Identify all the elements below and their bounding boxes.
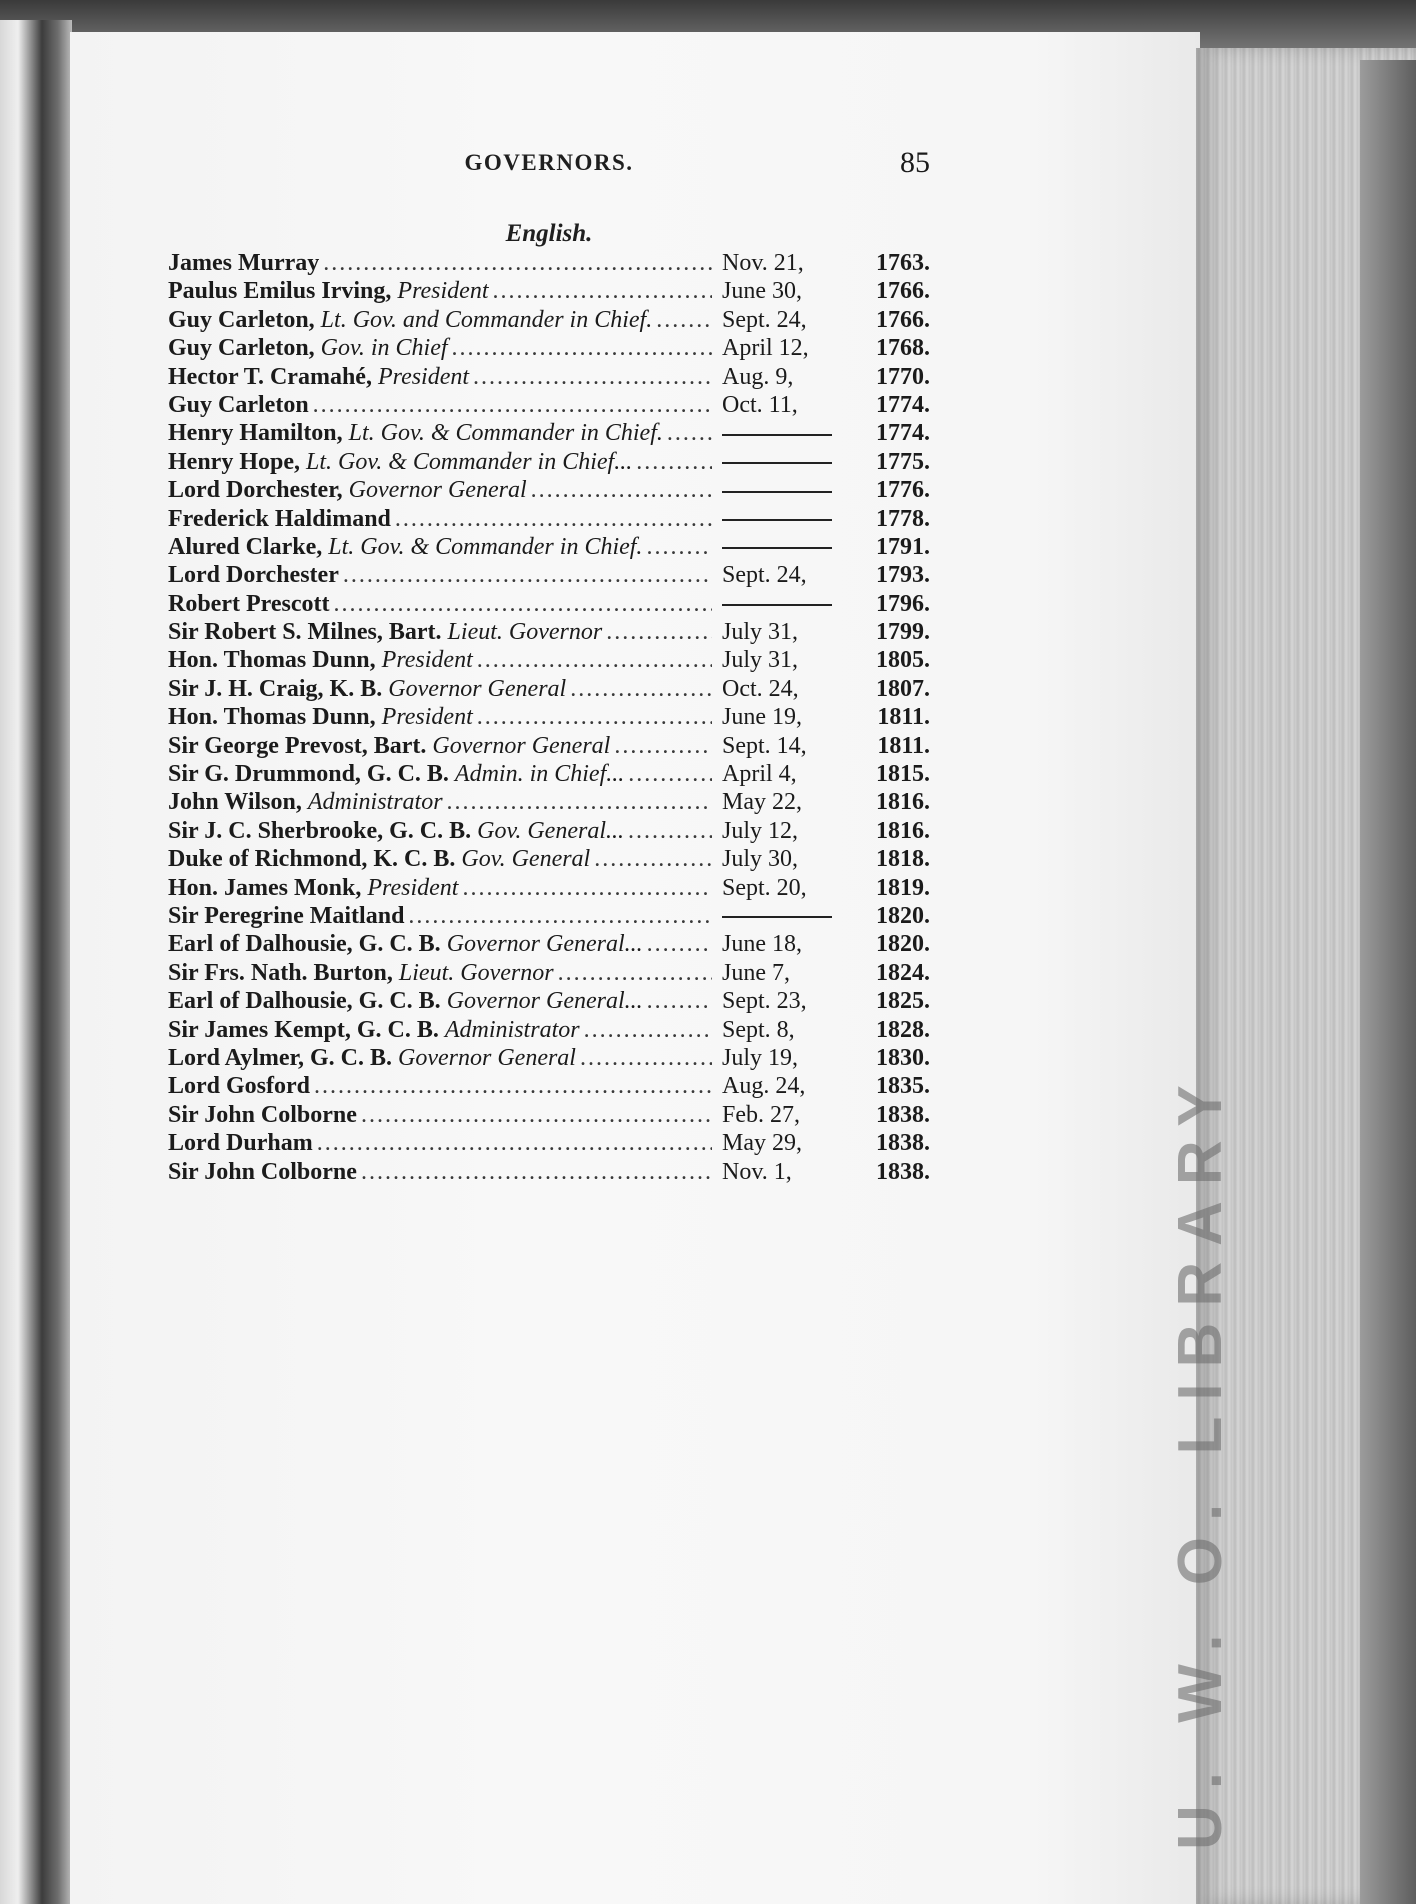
appointment-year: 1820. [876, 931, 930, 958]
date-dash [722, 491, 832, 493]
appointment-date: Aug. 24, [722, 1073, 806, 1100]
dot-leader [656, 306, 712, 334]
list-item [168, 1101, 930, 1129]
dot-leader [558, 959, 712, 987]
date-dash [722, 547, 832, 549]
dot-leader [395, 505, 712, 533]
governor-title: Governor General... [446, 988, 643, 1015]
entry-name-cell [168, 874, 718, 902]
dot-leader [343, 561, 712, 589]
governor-name: Sir J. H. Craig, K. B. [168, 675, 383, 702]
entry-name-cell [168, 817, 718, 845]
dot-leader [667, 419, 712, 447]
appointment-year: 1770. [876, 363, 930, 390]
appointment-date: June 7, [722, 959, 790, 986]
appointment-date [718, 419, 850, 447]
appointment-date: Nov. 1, [722, 1158, 792, 1185]
appointment-date: July 12, [722, 817, 799, 844]
appointment-year: 1820. [876, 902, 930, 929]
governor-name: Lord Gosford [168, 1073, 311, 1100]
list-item [168, 874, 930, 902]
appointment-date: July 31, [722, 647, 799, 674]
governor-title: Lieut. Governor [398, 959, 554, 986]
list-item [168, 476, 930, 504]
dot-leader [473, 363, 712, 391]
list-item [168, 618, 930, 646]
entry-name-cell [168, 334, 718, 362]
dot-leader [647, 930, 712, 958]
entry-name-cell [168, 845, 718, 873]
list-item [168, 277, 930, 305]
governor-name: Henry Hamilton, [168, 420, 343, 447]
entry-name-cell [168, 277, 718, 305]
entry-name-cell [168, 788, 718, 816]
entry-name-cell [168, 703, 718, 731]
governor-name: Hector T. Cramahé, [168, 363, 372, 390]
appointment-year: 1791. [876, 533, 930, 560]
entry-name-cell [168, 306, 718, 334]
governor-title: Lt. Gov. and Commander in Chief. [320, 306, 653, 333]
appointment-date: Sept. 20, [722, 874, 807, 901]
list-item [168, 732, 930, 760]
running-head [168, 146, 930, 182]
appointment-year: 1774. [876, 391, 930, 418]
governor-title: Governor General [388, 675, 567, 702]
list-item [168, 675, 930, 703]
appointment-date: June 18, [722, 931, 802, 958]
date-dash [722, 604, 832, 606]
appointment-date: Sept. 24, [722, 562, 807, 589]
appointment-date [718, 448, 850, 476]
entry-name-cell [168, 760, 718, 788]
appointment-date: Sept. 8, [722, 1016, 795, 1043]
governor-name: Sir John Colborne [168, 1101, 357, 1128]
appointment-date: July 31, [722, 619, 799, 646]
governor-name: Hon. Thomas Dunn, [168, 704, 376, 731]
list-item [168, 533, 930, 561]
book-cover-edge [1360, 60, 1416, 1904]
entry-name-cell [168, 1044, 718, 1072]
appointment-year: 1766. [876, 306, 930, 333]
dot-leader [314, 1072, 712, 1100]
entry-name-cell [168, 590, 718, 618]
governor-name: Guy Carleton, [168, 306, 315, 333]
list-item [168, 959, 930, 987]
entry-name-cell [168, 618, 718, 646]
appointment-date: May 29, [722, 1130, 802, 1157]
governor-title: Lt. Gov. & Commander in Chief. [348, 420, 663, 447]
governor-title: Gov. General [461, 846, 591, 873]
appointment-year: 1838. [876, 1130, 930, 1157]
appointment-date: Feb. 27, [722, 1101, 800, 1128]
dot-leader [323, 249, 712, 277]
dot-leader [580, 1044, 712, 1072]
dot-leader [447, 788, 712, 816]
list-item [168, 448, 930, 476]
entry-name-cell [168, 930, 718, 958]
entry-name-cell [168, 1129, 718, 1157]
entry-name-cell [168, 1158, 718, 1186]
entry-name-cell [168, 505, 718, 533]
entry-name-cell [168, 448, 718, 476]
list-item [168, 788, 930, 816]
dot-leader [606, 618, 712, 646]
governor-title: President [397, 278, 489, 305]
appointment-year: 1838. [876, 1101, 930, 1128]
governor-title: Lt. Gov. & Commander in Chief. [328, 533, 643, 560]
appointment-year: 1774. [876, 420, 930, 447]
entry-name-cell [168, 732, 718, 760]
appointment-date [718, 590, 850, 618]
list-item [168, 1072, 930, 1100]
appointment-date: July 19, [722, 1044, 799, 1071]
list-item [168, 391, 930, 419]
dot-leader [493, 277, 713, 305]
dot-leader [408, 902, 712, 930]
governor-name: Sir George Prevost, Bart. [168, 732, 427, 759]
governor-name: Alured Clarke, [168, 533, 323, 560]
dot-leader [636, 448, 712, 476]
governor-title: President [381, 704, 473, 731]
governor-name: Earl of Dalhousie, G. C. B. [168, 931, 441, 958]
governor-title: Gov. General... [477, 817, 624, 844]
list-item [168, 306, 930, 334]
appointment-year: 1815. [876, 761, 930, 788]
entry-name-cell [168, 1101, 718, 1129]
dot-leader [594, 845, 712, 873]
entry-name-cell [168, 419, 718, 447]
governor-name: Henry Hope, [168, 448, 300, 475]
governor-name: Duke of Richmond, K. C. B. [168, 846, 456, 873]
dot-leader [628, 760, 712, 788]
appointment-year: 1766. [876, 278, 930, 305]
list-item [168, 249, 930, 277]
running-title: GOVERNORS. [464, 150, 634, 175]
governor-name: Lord Aylmer, G. C. B. [168, 1044, 393, 1071]
governor-name: Robert Prescott [168, 590, 330, 617]
dot-leader [361, 1158, 712, 1186]
appointment-year: 1776. [876, 477, 930, 504]
entry-name-cell [168, 902, 718, 930]
governor-name: Lord Durham [168, 1130, 313, 1157]
appointment-year: 1796. [876, 590, 930, 617]
list-item [168, 334, 930, 362]
entry-name-cell [168, 959, 718, 987]
governor-name: James Murray [168, 250, 320, 276]
list-item [168, 987, 930, 1015]
entry-name-cell [168, 391, 718, 419]
governor-title: Lt. Gov. & Commander in Chief... [306, 448, 633, 475]
governor-title: President [377, 363, 470, 390]
appointment-date: July 30, [722, 846, 799, 873]
governor-name: Sir Robert S. Milnes, Bart. [168, 619, 442, 646]
book-gutter [0, 20, 72, 1904]
entry-name-cell [168, 561, 718, 589]
dot-leader [452, 334, 712, 362]
dot-leader [477, 703, 712, 731]
appointment-year: 1816. [876, 789, 930, 816]
date-dash [722, 434, 832, 436]
entry-name-cell [168, 1072, 718, 1100]
governor-name: John Wilson, [168, 789, 302, 816]
governor-name: Sir Peregrine Maitland [168, 902, 405, 929]
appointment-date: April 12, [722, 335, 809, 362]
appointment-date: Sept. 14, [722, 732, 807, 759]
governor-name: Paulus Emilus Irving, [168, 278, 392, 305]
governor-title: President [367, 874, 459, 901]
appointment-year: 1824. [876, 959, 930, 986]
section-title: English. [505, 220, 593, 247]
appointment-date [718, 533, 850, 561]
appointment-date: June 19, [722, 704, 802, 731]
governor-name: Hon. Thomas Dunn, [168, 647, 376, 674]
list-item [168, 1044, 930, 1072]
appointment-year: 1811. [877, 732, 930, 759]
list-item [168, 902, 930, 930]
dot-leader [647, 987, 712, 1015]
appointment-date: Oct. 11, [722, 391, 798, 418]
date-dash [722, 462, 832, 464]
appointment-date: Aug. 9, [722, 363, 794, 390]
governor-name: Earl of Dalhousie, G. C. B. [168, 988, 441, 1015]
governor-title: Admin. in Chief... [454, 761, 625, 788]
appointment-year: 1805. [876, 647, 930, 674]
appointment-year: 1775. [876, 448, 930, 475]
governor-name: Lord Dorchester [168, 562, 339, 589]
entry-name-cell [168, 1016, 718, 1044]
dot-leader [628, 817, 712, 845]
list-item [168, 845, 930, 873]
list-item [168, 817, 930, 845]
appointment-year: 1828. [876, 1016, 930, 1043]
dot-leader [531, 476, 712, 504]
appointment-year: 1763. [876, 250, 930, 276]
appointment-year: 1818. [876, 846, 930, 873]
governor-name: Sir J. C. Sherbrooke, G. C. B. [168, 817, 472, 844]
dot-leader [313, 391, 712, 419]
entry-name-cell [168, 987, 718, 1015]
dot-leader [646, 533, 712, 561]
dot-leader [361, 1101, 712, 1129]
appointment-year: 1799. [876, 619, 930, 646]
list-item [168, 419, 930, 447]
list-item [168, 930, 930, 958]
list-item [168, 703, 930, 731]
governor-title: Governor General [398, 1044, 576, 1071]
dot-leader [477, 646, 712, 674]
list-item [168, 1129, 930, 1157]
appointment-date [718, 476, 850, 504]
dot-leader [333, 590, 712, 618]
entry-name-cell [168, 646, 718, 674]
page-number: 85 [900, 146, 930, 179]
entry-name-cell [168, 476, 718, 504]
appointment-year: 1768. [876, 335, 930, 362]
governor-name: Sir Frs. Nath. Burton, [168, 959, 393, 986]
appointment-date: Sept. 24, [722, 306, 807, 333]
appointment-year: 1811. [877, 704, 930, 731]
list-item [168, 363, 930, 391]
governor-name: Guy Carleton [168, 391, 309, 418]
governor-name: Guy Carleton, [168, 335, 315, 362]
governor-name: Frederick Haldimand [168, 505, 391, 532]
appointment-date [718, 505, 850, 533]
governor-name: Hon. James Monk, [168, 874, 362, 901]
entry-name-cell [168, 249, 718, 277]
dot-leader [614, 732, 712, 760]
appointment-year: 1816. [876, 817, 930, 844]
dot-leader [584, 1016, 712, 1044]
appointment-date: June 30, [722, 278, 802, 305]
library-stamp: U. W. O. LIBRARY [1166, 1069, 1235, 1850]
governor-list [168, 249, 930, 1186]
governor-title: President [381, 647, 473, 674]
list-item [168, 646, 930, 674]
dot-leader [317, 1129, 712, 1157]
appointment-date: Sept. 23, [722, 988, 807, 1015]
governor-title: Lieut. Governor [447, 619, 603, 646]
date-dash [722, 916, 832, 918]
entry-name-cell [168, 533, 718, 561]
appointment-year: 1819. [876, 874, 930, 901]
appointment-date: Nov. 21, [722, 250, 804, 276]
governor-name: Sir James Kempt, G. C. B. [168, 1016, 439, 1043]
appointment-year: 1830. [876, 1044, 930, 1071]
appointment-year: 1807. [876, 675, 930, 702]
entry-name-cell [168, 675, 718, 703]
appointment-year: 1778. [876, 505, 930, 532]
appointment-year: 1835. [876, 1073, 930, 1100]
appointment-year: 1793. [876, 562, 930, 589]
list-item [168, 505, 930, 533]
governor-title: Governor General [348, 477, 527, 504]
appointment-date [718, 902, 850, 930]
governor-title: Governor General [432, 732, 611, 759]
governor-title: Governor General... [446, 931, 643, 958]
dot-leader [570, 675, 712, 703]
dot-leader [462, 874, 712, 902]
list-item [168, 760, 930, 788]
date-dash [722, 519, 832, 521]
list-item [168, 1016, 930, 1044]
governor-title: Gov. in Chief [320, 335, 448, 362]
governor-name: Sir John Colborne [168, 1158, 357, 1185]
governor-title: Administrator [444, 1016, 580, 1043]
governor-title: Administrator [307, 789, 443, 816]
appointment-year: 1825. [876, 988, 930, 1015]
list-item [168, 1158, 930, 1186]
list-item [168, 561, 930, 589]
appointment-year: 1838. [876, 1158, 930, 1185]
governor-name: Sir G. Drummond, G. C. B. [168, 761, 449, 788]
entry-name-cell [168, 363, 718, 391]
governor-name: Lord Dorchester, [168, 477, 343, 504]
appointment-date: May 22, [722, 789, 802, 816]
appointment-date: April 4, [722, 761, 797, 788]
list-item [168, 590, 930, 618]
appointment-date: Oct. 24, [722, 675, 799, 702]
